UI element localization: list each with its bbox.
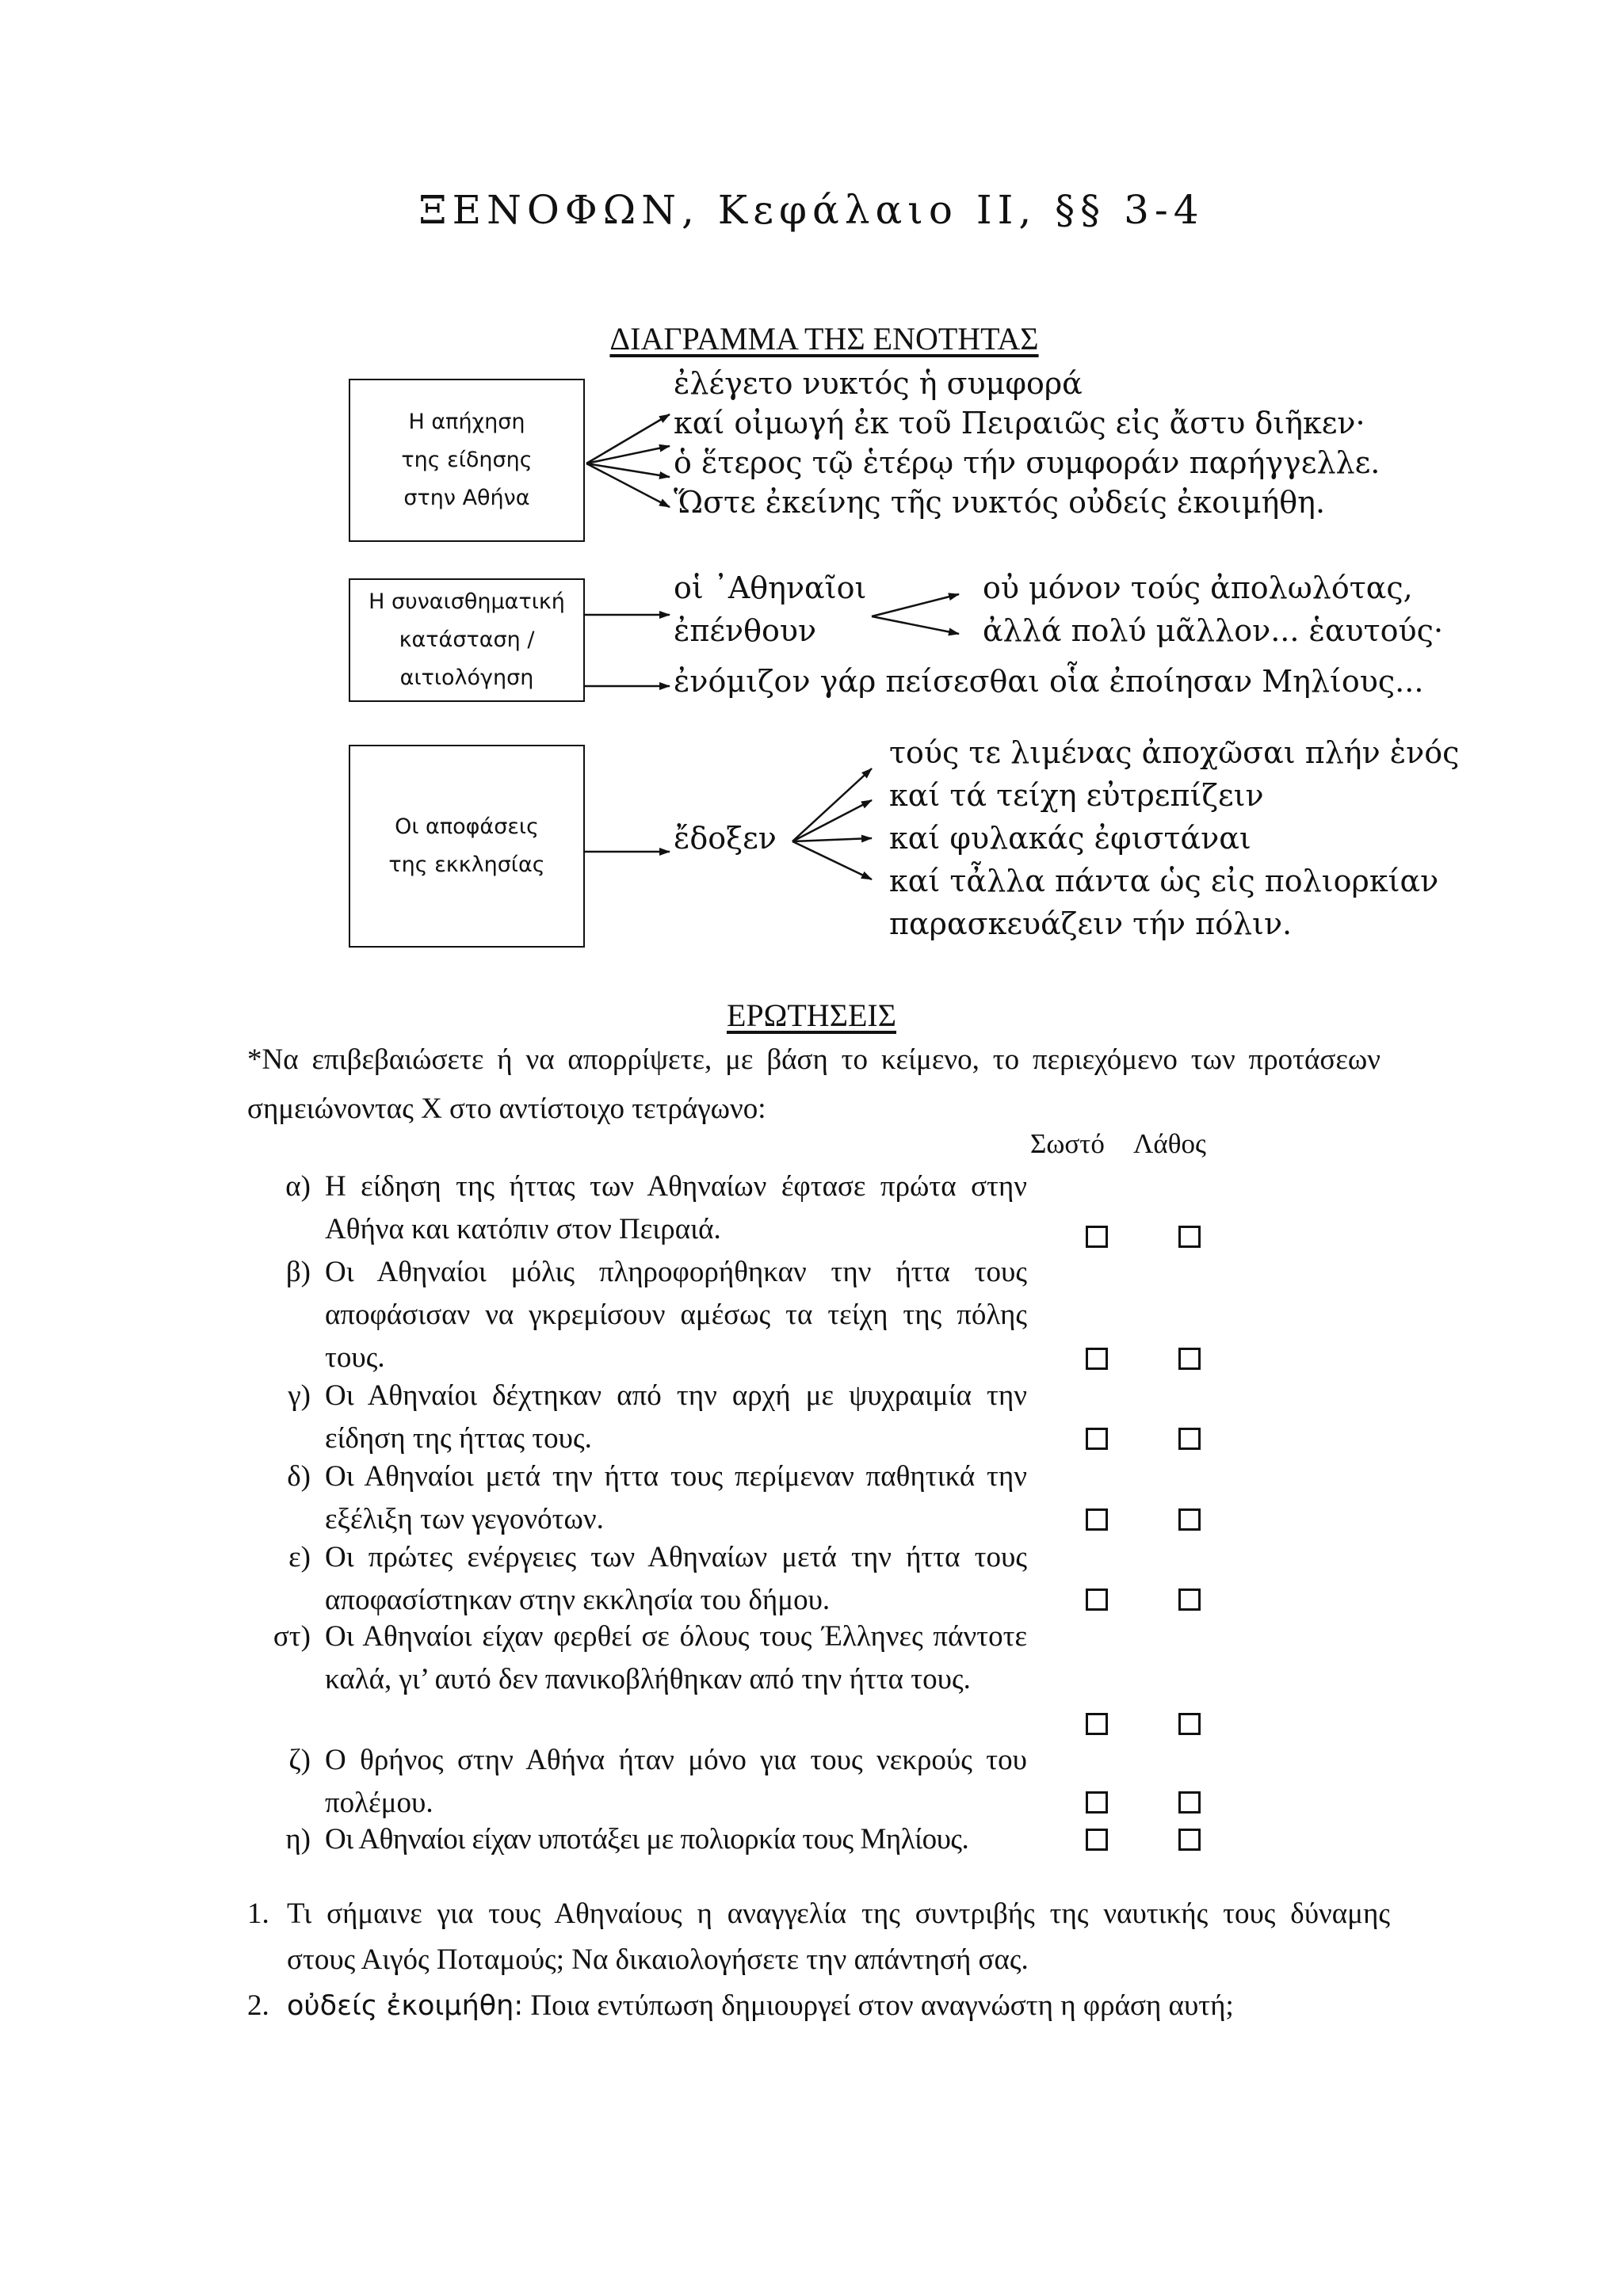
- arrow-3c: [792, 800, 872, 841]
- greek-text-line: παρασκευάζειν τήν πόλιν.: [889, 906, 1293, 941]
- diagram-heading: ΔΙΑΓΡΑΜΜΑ ΤΗΣ ΕΝΟΤΗΤΑΣ: [609, 321, 1039, 357]
- questions-heading: ΕΡΩΤΗΣΕΙΣ: [726, 997, 897, 1033]
- checkbox-false[interactable]: [1178, 1226, 1201, 1248]
- checkbox-true[interactable]: [1086, 1508, 1108, 1531]
- question-text: καλά, γι’ αυτό δεν πανικοβλήθηκαν από την ήττα τους.: [325, 1663, 971, 1695]
- column-true-header: Σωστό: [1030, 1128, 1105, 1159]
- checkbox-true[interactable]: [1086, 1428, 1108, 1450]
- instruction-line: σημειώνοντας Χ στο αντίστοιχο τετράγωνο:: [247, 1093, 766, 1125]
- question-label: στ): [273, 1620, 311, 1653]
- open-question-number: 1.: [247, 1897, 269, 1930]
- greek-text-line: καί φυλακάς ἐφιστάναι: [889, 821, 1251, 856]
- question-text: αποφασίστηκαν στην εκκλησία του δήμου.: [325, 1584, 831, 1616]
- box-line: κατάσταση /: [399, 627, 535, 652]
- open-question-text: Τι σήμαινε για τους Αθηναίους η αναγγελία της συντριβής της ναυτικής τους δύναμης: [287, 1897, 1390, 1930]
- greek-text-line: ἐνόμιζον γάρ πείσεσθαι οἷα ἐποίησαν Μηλίους...: [674, 664, 1424, 699]
- box-line: Η απήχηση: [408, 410, 525, 434]
- column-false-header: Λάθος: [1133, 1128, 1206, 1159]
- box-line: Οι αποφάσεις: [395, 814, 539, 839]
- question-text: Οι Αθηναίοι δέχτηκαν από την αρχή με ψυχραιμία την: [325, 1379, 1027, 1412]
- arrow-1b: [586, 446, 670, 463]
- diagram-box-emotional-state: [349, 578, 585, 702]
- checkbox-true[interactable]: [1086, 1713, 1108, 1735]
- greek-text-line: ἀλλά πολύ μᾶλλον... ἑαυτούς·: [983, 613, 1444, 648]
- question-label: β): [285, 1256, 311, 1288]
- arrow-2d: [872, 616, 959, 634]
- question-text: αποφάσισαν να γκρεμίσουν αμέσως τα τείχη της πόλης: [325, 1299, 1027, 1331]
- question-label: ζ): [288, 1744, 311, 1776]
- checkbox-false[interactable]: [1178, 1791, 1201, 1814]
- question-text: είδηση της ήττας τους.: [325, 1422, 592, 1455]
- checkbox-false[interactable]: [1178, 1348, 1201, 1370]
- question-text: Οι πρώτες ενέργειες των Αθηναίων μετά την ήττα τους: [325, 1541, 1027, 1573]
- question-text: Οι Αθηναίοι είχαν φερθεί σε όλους τους Έλληνες πάντοτε: [325, 1620, 1027, 1653]
- greek-text-line: ὁ ἕτερος τῷ ἑτέρῳ τήν συμφοράν παρήγγελλε.: [674, 445, 1381, 480]
- question-label: ε): [288, 1541, 311, 1573]
- checkbox-false[interactable]: [1178, 1508, 1201, 1531]
- greek-text-line: ἐλέγετο νυκτός ἡ συμφορά: [674, 366, 1083, 401]
- greek-verb: ἔδοξεν: [674, 821, 777, 856]
- greek-text-line: καί τά τείχη εὐτρεπίζειν: [889, 778, 1264, 813]
- box-line: αιτιολόγηση: [399, 666, 534, 690]
- arrow-3d: [792, 838, 872, 841]
- question-label: η): [285, 1823, 311, 1855]
- checkbox-false[interactable]: [1178, 1589, 1201, 1611]
- question-label: δ): [287, 1460, 311, 1493]
- open-question-2: [287, 1989, 1234, 2023]
- page-title: ΞΕΝΟΦΩΝ, Κεφάλαιο ΙΙ, §§ 3-4: [418, 187, 1205, 233]
- greek-text-line: καί τἆλλα πάντα ὡς εἰς πολιορκίαν: [889, 864, 1439, 898]
- checkbox-false[interactable]: [1178, 1713, 1201, 1735]
- diagram-box-reception: [349, 379, 585, 542]
- question-text: Οι Αθηναίοι είχαν υποτάξει με πολιορκία τους Μηλίους.: [325, 1823, 969, 1855]
- open-question-text: στους Αιγός Ποταμούς; Να δικαιολογήσετε την απάντησή σας.: [287, 1943, 1029, 1976]
- question-text: Η είδηση της ήττας των Αθηναίων έφτασε πρώτα στην: [325, 1170, 1027, 1203]
- question-text: Οι Αθηναίοι μόλις πληροφορήθηκαν την ήττα τους: [325, 1256, 1027, 1288]
- greek-text-line: οἱ ᾿Αθηναῖοι: [674, 570, 867, 605]
- greek-text-line: τούς τε λιμένας ἀποχῶσαι πλήν ἑνός: [889, 735, 1460, 770]
- box-line: στην Αθήνα: [403, 486, 530, 510]
- greek-text-line: ἐπένθουν: [674, 613, 817, 648]
- checkbox-false[interactable]: [1178, 1829, 1201, 1851]
- question-text: εξέλιξη των γεγονότων.: [325, 1503, 604, 1535]
- question-label: α): [285, 1170, 311, 1203]
- checkbox-true[interactable]: [1086, 1829, 1108, 1851]
- diagram-box-decisions: [349, 745, 585, 948]
- arrow-1a: [586, 414, 670, 463]
- question-text: Αθήνα και κατόπιν στον Πειραιά.: [325, 1213, 721, 1245]
- question-label: γ): [288, 1379, 311, 1412]
- checkbox-true[interactable]: [1086, 1226, 1108, 1248]
- open-question-text: Ποια εντύπωση δημιουργεί στον αναγνώστη η φράση αυτή;: [530, 1989, 1234, 2022]
- question-text: πολέμου.: [325, 1787, 433, 1819]
- greek-text-line: οὐ μόνον τούς ἀπολωλότας,: [983, 570, 1413, 605]
- question-text: τους.: [325, 1341, 385, 1374]
- arrow-2c: [872, 594, 959, 616]
- arrow-3e: [792, 841, 872, 879]
- question-text: Ο θρήνος στην Αθήνα ήταν μόνο για τους νεκρούς του: [325, 1744, 1027, 1776]
- greek-text-line: Ὥστε ἐκείνης τῆς νυκτός οὐδείς ἐκοιμήθη.: [674, 485, 1326, 520]
- instruction-line: *Να επιβεβαιώσετε ή να απορρίψετε, με βάση το κείμενο, το περιεχόμενο των προτάσεων: [247, 1043, 1381, 1076]
- checkbox-true[interactable]: [1086, 1348, 1108, 1370]
- greek-phrase: οὐδείς ἐκοιμήθη:: [287, 1990, 524, 2022]
- checkbox-true[interactable]: [1086, 1589, 1108, 1611]
- question-text: Οι Αθηναίοι μετά την ήττα τους περίμεναν παθητικά την: [325, 1460, 1027, 1493]
- checkbox-false[interactable]: [1178, 1428, 1201, 1450]
- box-line: της εκκλησίας: [388, 852, 545, 877]
- open-question-number: 2.: [247, 1989, 269, 2022]
- box-line: Η συναισθηματική: [369, 589, 565, 614]
- checkbox-true[interactable]: [1086, 1791, 1108, 1814]
- box-line: της είδησης: [401, 448, 533, 472]
- arrow-3b: [792, 769, 872, 841]
- greek-text-line: καί οἰμωγή ἐκ τοῦ Πειραιῶς εἰς ἄστυ διῆκεν·: [674, 406, 1365, 441]
